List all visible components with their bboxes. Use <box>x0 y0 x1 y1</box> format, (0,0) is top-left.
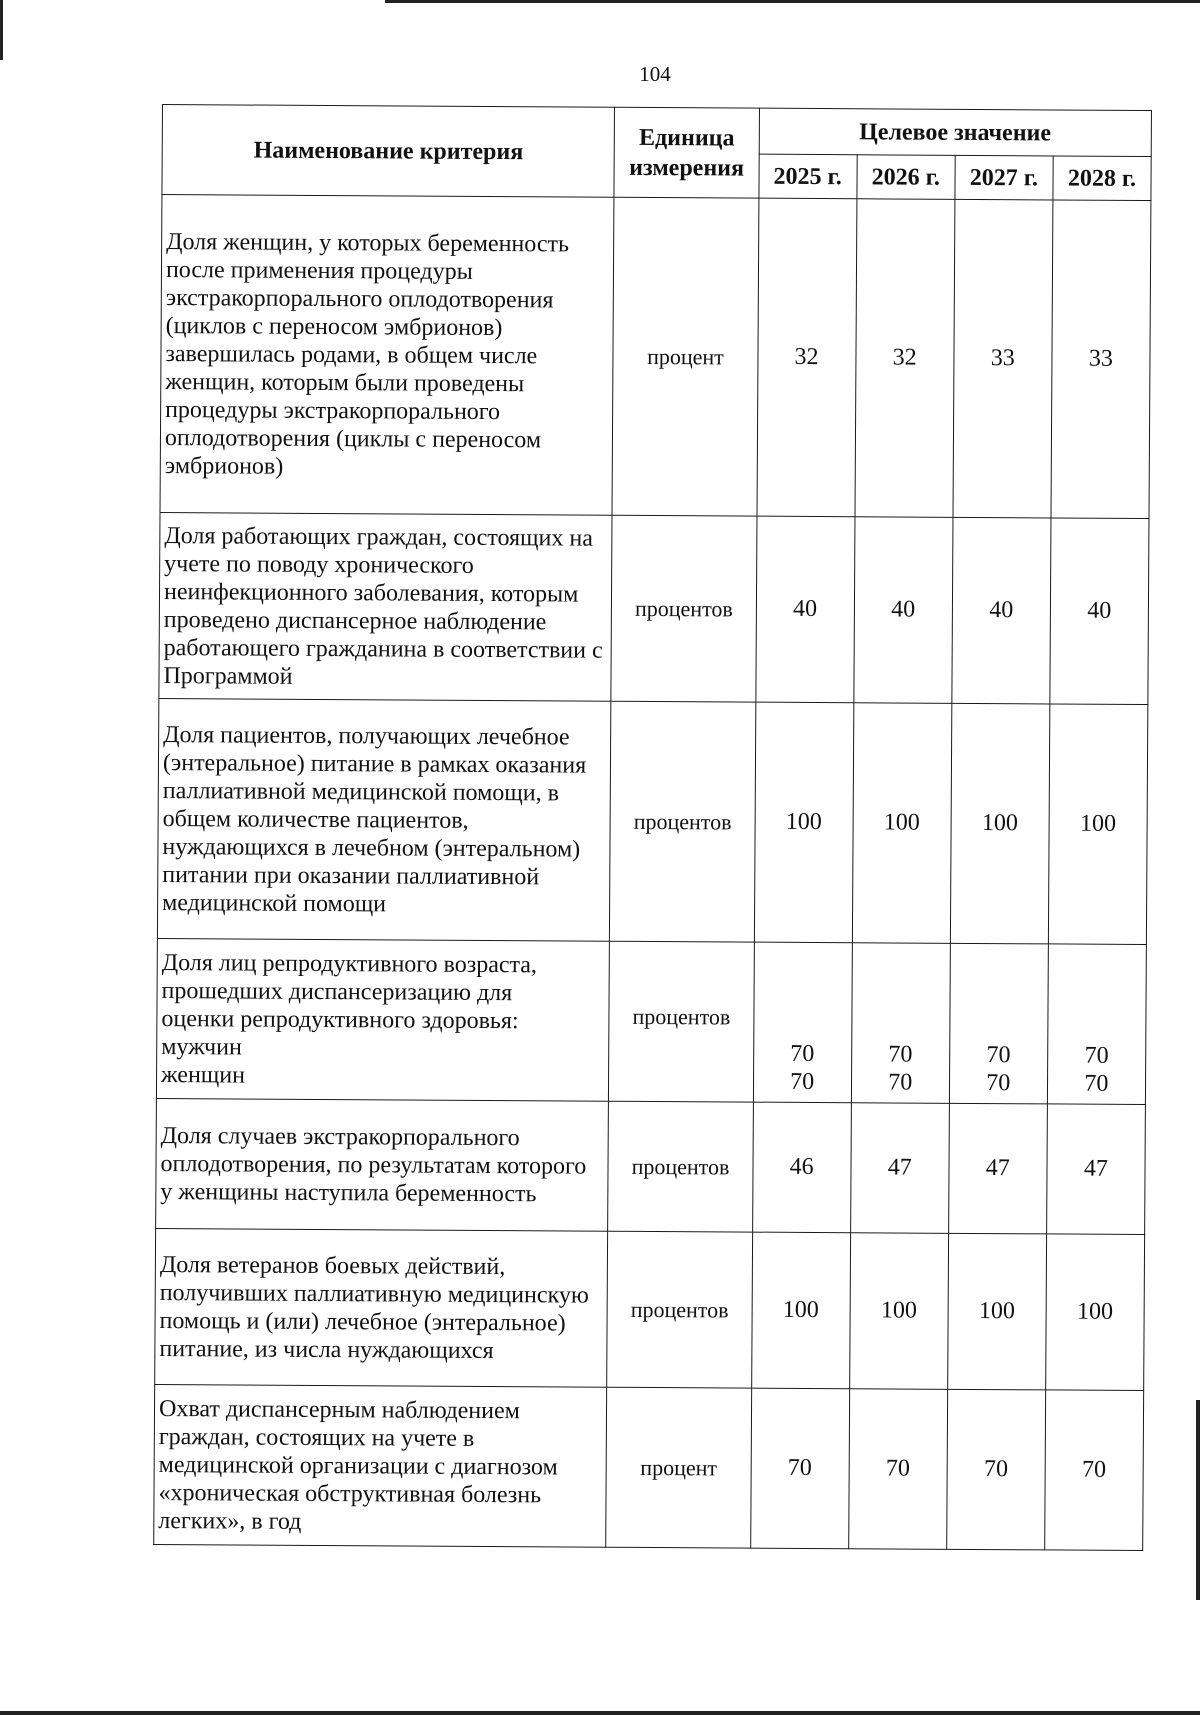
criterion-subgroup-women: женщин <box>160 1061 246 1089</box>
criterion-name-line: оценки репродуктивного здоровья: <box>161 1005 519 1034</box>
criterion-name-line: прошедших диспансеризацию для <box>161 977 513 1006</box>
value-2028: 100 <box>1046 1234 1145 1391</box>
criterion-unit: процентов <box>611 515 756 702</box>
value-2025 <box>753 942 852 1103</box>
page-number: 104 <box>639 62 671 86</box>
value-2027: 100 <box>950 703 1050 944</box>
value-2028: 47 <box>1046 1104 1145 1235</box>
value-2025: 100 <box>754 702 854 943</box>
header-target-value: Целевое значение <box>759 108 1152 156</box>
header-year-2025: 2025 г. <box>759 154 857 199</box>
value-2026: 100 <box>849 1233 948 1390</box>
table-row <box>156 938 1146 1104</box>
value-2025: 70 <box>750 1388 849 1549</box>
value-2025: 40 <box>755 516 854 703</box>
value-2028: 70 <box>1045 1390 1144 1551</box>
criterion-name-line: Доля лиц репродуктивного возраста, <box>161 949 538 978</box>
criterion-subgroup-men: мужчин <box>161 1033 242 1061</box>
value-2026: 47 <box>850 1103 949 1234</box>
header-unit: Единица измерения <box>614 107 759 198</box>
value-2026: 32 <box>855 199 955 518</box>
value-2028: 40 <box>1050 518 1149 705</box>
scan-edge-bottom <box>0 1711 1200 1715</box>
value-2027: 40 <box>952 517 1051 704</box>
value-women: 70 <box>888 1069 913 1096</box>
value-2025: 100 <box>751 1232 850 1389</box>
header-criterion-name: Наименование критерия <box>162 105 615 198</box>
value-women: 70 <box>790 1068 815 1096</box>
value-2027: 47 <box>948 1103 1047 1234</box>
criteria-table <box>153 104 1152 1551</box>
value-2027 <box>949 943 1048 1104</box>
value-2026: 70 <box>848 1389 947 1550</box>
header-year-2028: 2028 г. <box>1053 156 1151 201</box>
criterion-name: Доля работающих граждан, состоящих на учете по поводу хронического неинфекционного заболевания, которым проведено диспансерное наблюдение работающего гражданина в соответствии с Программой <box>159 512 613 701</box>
scan-edge-top <box>385 0 1200 3</box>
criterion-name: Доля ветеранов боевых действий, получивших паллиативную медицинскую помощь и (или) лечебное (энтеральное) питание, из числа нуждающихся <box>155 1228 608 1387</box>
value-2026: 100 <box>852 703 952 944</box>
criterion-name: Доля случаев экстракорпорального оплодотворения, по результатам которого у женщины наступила беременность <box>156 1098 609 1231</box>
criterion-name: Охват диспансерным наблюдением граждан, состоящих на учете в медицинской организации с диагнозом «хроническая обструктивная болезнь легких», в год <box>154 1384 607 1547</box>
table-row <box>159 512 1149 704</box>
value-women: 70 <box>986 1070 1011 1097</box>
criterion-name: Доля пациентов, получающих лечебное (энтеральное) питание в рамках оказания паллиативной медицинской помощи, в общем количестве пациентов, нуждающихся в лечебном (энтеральном) питании при оказании паллиативной медицинской помощи <box>157 698 611 941</box>
table-row <box>154 1384 1144 1550</box>
criterion-unit: процент <box>612 197 758 516</box>
scan-edge-left <box>0 0 3 60</box>
criterion-unit: процентов <box>608 1101 753 1232</box>
criterion-name: Доля женщин, у которых беременность после применения процедуры экстракорпорального оплодотворения (циклов с переносом эмбрионов) завершилась родами, в общем числе женщин, которым были проведены процедуры экстракорпорального оплодотворения (циклы с переносом эмбрионов) <box>160 195 614 516</box>
value-men: 70 <box>888 1041 913 1068</box>
value-2028: 100 <box>1048 704 1148 945</box>
value-2027: 33 <box>953 199 1053 518</box>
value-2028: 33 <box>1051 200 1151 519</box>
value-2027: 70 <box>946 1389 1045 1550</box>
value-women: 70 <box>1084 1070 1109 1097</box>
value-men: 70 <box>986 1042 1011 1069</box>
criterion-unit: процентов <box>609 941 754 1102</box>
criterion-unit: процентов <box>610 701 756 942</box>
value-men: 70 <box>790 1040 815 1068</box>
scan-edge-right <box>1196 1400 1200 1600</box>
value-2025: 46 <box>752 1102 851 1233</box>
value-2025: 32 <box>757 198 857 517</box>
table-row <box>160 195 1151 519</box>
header-year-2026: 2026 г. <box>857 155 955 200</box>
value-2027: 100 <box>947 1233 1046 1390</box>
value-men: 70 <box>1084 1042 1109 1069</box>
table-row <box>156 1098 1146 1234</box>
table-row <box>155 1228 1145 1390</box>
value-2028 <box>1047 944 1146 1105</box>
header-year-2027: 2027 г. <box>955 155 1053 200</box>
criterion-unit: процентов <box>607 1231 752 1388</box>
criterion-unit: процент <box>606 1387 751 1548</box>
criterion-name <box>156 938 609 1101</box>
value-2026 <box>851 943 950 1104</box>
value-2026: 40 <box>854 517 953 704</box>
table-row <box>157 698 1147 944</box>
